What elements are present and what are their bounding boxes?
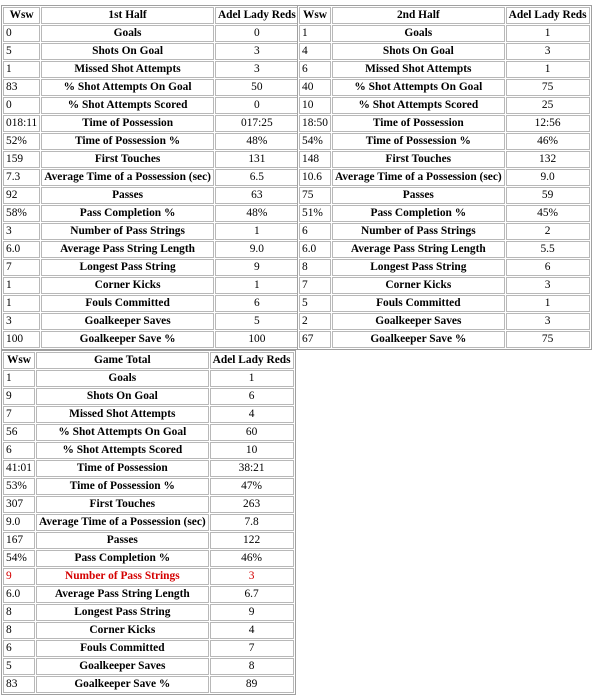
stat-label: Time of Possession (36, 460, 209, 477)
team-a-value: 67 (299, 331, 331, 348)
team-a-value: 1 (3, 370, 35, 387)
team-b-value: 2 (506, 223, 590, 240)
team-b-value: 1 (210, 370, 294, 387)
team-a-value: 6 (3, 640, 35, 657)
table-row (3, 241, 299, 258)
stat-label: Average Time of a Possession (sec) (41, 169, 214, 186)
stat-label: % Shot Attempts On Goal (41, 79, 214, 96)
table-row (299, 43, 590, 60)
stat-label: First Touches (36, 496, 209, 513)
stat-label: % Shot Attempts On Goal (36, 424, 209, 441)
team-b-value: 1 (215, 223, 299, 240)
team-b-value: 25 (506, 97, 590, 114)
team-b-value: 89 (210, 676, 294, 693)
table-row (3, 622, 294, 639)
team-a-value: 3 (3, 313, 40, 330)
team-b-value: 7 (210, 640, 294, 657)
stat-label: First Touches (41, 151, 214, 168)
stat-label: % Shot Attempts Scored (41, 97, 214, 114)
team-b-value: 263 (210, 496, 294, 513)
table-row (299, 295, 590, 312)
stat-label: Time of Possession % (36, 478, 209, 495)
team-a-value: 10.6 (299, 169, 331, 186)
team-b-value: 9 (210, 604, 294, 621)
team-a-value: 159 (3, 151, 40, 168)
stat-label: Pass Completion % (332, 205, 505, 222)
table-row (3, 97, 299, 114)
table-row (3, 460, 294, 477)
stat-label: Average Time of a Possession (sec) (332, 169, 505, 186)
team-b-value: 3 (506, 43, 590, 60)
stat-label: Time of Possession % (41, 133, 214, 150)
team-b-value: 1 (506, 25, 590, 42)
team-b-value: 48% (215, 205, 299, 222)
stat-label: Missed Shot Attempts (36, 406, 209, 423)
table-row (299, 79, 590, 96)
team-a-value: 5 (3, 658, 35, 675)
stat-label: % Shot Attempts Scored (332, 97, 505, 114)
stat-label: Number of Pass Strings (36, 568, 209, 585)
stat-label: Average Time of a Possession (sec) (36, 514, 209, 531)
period-header: 2nd Half (332, 7, 505, 24)
team-a-value: 018:11 (3, 115, 40, 132)
first-half-stats-table (1, 5, 301, 350)
team-a-value: 83 (3, 79, 40, 96)
table-row (299, 151, 590, 168)
team-a-value: 58% (3, 205, 40, 222)
table-row (3, 151, 299, 168)
stat-label: Longest Pass String (41, 259, 214, 276)
team-a-value: 1 (3, 295, 40, 312)
team-a-value: 8 (3, 622, 35, 639)
team-b-value: 6 (215, 295, 299, 312)
table-row (299, 169, 590, 186)
table-row (299, 223, 590, 240)
table-row (299, 241, 590, 258)
table-row (3, 169, 299, 186)
team-a-value: 148 (299, 151, 331, 168)
table-row (3, 658, 294, 675)
team-b-value: 6 (210, 388, 294, 405)
table-row (299, 277, 590, 294)
table-row (3, 43, 299, 60)
team-b-value: 132 (506, 151, 590, 168)
table-row (3, 424, 294, 441)
team-b-value: 1 (506, 295, 590, 312)
team-b-value: 1 (215, 277, 299, 294)
team-b-value: 10 (210, 442, 294, 459)
stat-label: Time of Possession % (332, 133, 505, 150)
table-row (3, 259, 299, 276)
stat-label: Corner Kicks (332, 277, 505, 294)
team-a-value: 41:01 (3, 460, 35, 477)
team-a-value: 54% (3, 550, 35, 567)
team-b-value: 46% (210, 550, 294, 567)
team-b-value: 9.0 (506, 169, 590, 186)
table-row (3, 61, 299, 78)
team-a-value: 100 (3, 331, 40, 348)
stat-label: Fouls Committed (36, 640, 209, 657)
team-a-value: 6.0 (3, 586, 35, 603)
team-b-value: 3 (215, 61, 299, 78)
team-b-value: 8 (210, 658, 294, 675)
team-b-value: 59 (506, 187, 590, 204)
team-b-value: 7.8 (210, 514, 294, 531)
team-a-value: 1 (299, 25, 331, 42)
stat-label: Corner Kicks (36, 622, 209, 639)
stat-label: Average Pass String Length (36, 586, 209, 603)
team-b-value: 5 (215, 313, 299, 330)
table-row (299, 97, 590, 114)
team-a-value: 5 (299, 295, 331, 312)
table-row (3, 514, 294, 531)
table-row (3, 640, 294, 657)
team-a-value: 7 (3, 406, 35, 423)
stat-label: Shots On Goal (36, 388, 209, 405)
stat-label: Goalkeeper Saves (332, 313, 505, 330)
stat-label: Goals (332, 25, 505, 42)
team-b-value: 60 (210, 424, 294, 441)
team-a-value: 51% (299, 205, 331, 222)
team-b-value: 75 (506, 331, 590, 348)
table-row (3, 370, 294, 387)
stat-label: Goalkeeper Saves (41, 313, 214, 330)
team-b-value: 47% (210, 478, 294, 495)
stat-label: Average Pass String Length (41, 241, 214, 258)
table-header-row (3, 7, 299, 24)
team-a-value: 2 (299, 313, 331, 330)
table-row (299, 61, 590, 78)
table-header-row (3, 352, 294, 369)
table-row (3, 388, 294, 405)
team-b-value: 3 (506, 313, 590, 330)
table-row (299, 313, 590, 330)
team-a-value: 7.3 (3, 169, 40, 186)
table-row (3, 676, 294, 693)
table-row (299, 115, 590, 132)
team-b-value: 131 (215, 151, 299, 168)
stat-label: Passes (36, 532, 209, 549)
table-row (3, 550, 294, 567)
team-a-value: 1 (3, 277, 40, 294)
table-row (299, 133, 590, 150)
team-b-header: Adel Lady Reds (506, 7, 590, 24)
stat-label: % Shot Attempts Scored (36, 442, 209, 459)
team-a-value: 56 (3, 424, 35, 441)
stat-label: % Shot Attempts On Goal (332, 79, 505, 96)
team-b-value: 46% (506, 133, 590, 150)
team-a-value: 92 (3, 187, 40, 204)
team-b-value: 100 (215, 331, 299, 348)
stat-label: Time of Possession (41, 115, 214, 132)
table-row (3, 25, 299, 42)
table-row (3, 187, 299, 204)
stat-label: Goalkeeper Saves (36, 658, 209, 675)
stat-label: First Touches (332, 151, 505, 168)
table-row (3, 532, 294, 549)
table-row (3, 79, 299, 96)
table-row (3, 568, 294, 585)
team-b-value: 9.0 (215, 241, 299, 258)
table-row (3, 313, 299, 330)
team-b-value: 50 (215, 79, 299, 96)
stat-label: Goalkeeper Save % (41, 331, 214, 348)
team-a-value: 7 (299, 277, 331, 294)
team-b-value: 9 (215, 259, 299, 276)
team-a-header: Wsw (299, 7, 331, 24)
table-row (299, 259, 590, 276)
stat-label: Number of Pass Strings (332, 223, 505, 240)
stat-label: Corner Kicks (41, 277, 214, 294)
table-row (3, 133, 299, 150)
team-a-value: 6 (299, 61, 331, 78)
table-row (3, 295, 299, 312)
stat-label: Pass Completion % (36, 550, 209, 567)
team-a-value: 9 (3, 388, 35, 405)
team-a-value: 54% (299, 133, 331, 150)
team-a-value: 3 (3, 223, 40, 240)
stat-label: Missed Shot Attempts (332, 61, 505, 78)
team-a-value: 53% (3, 478, 35, 495)
stat-label: Fouls Committed (41, 295, 214, 312)
stat-label: Pass Completion % (41, 205, 214, 222)
team-b-value: 6.7 (210, 586, 294, 603)
table-row (3, 205, 299, 222)
stat-label: Goalkeeper Save % (36, 676, 209, 693)
team-b-value: 48% (215, 133, 299, 150)
team-a-value: 7 (3, 259, 40, 276)
table-row (299, 25, 590, 42)
team-a-value: 307 (3, 496, 35, 513)
period-header: Game Total (36, 352, 209, 369)
team-b-value: 3 (215, 43, 299, 60)
table-row (3, 406, 294, 423)
team-b-value: 0 (215, 97, 299, 114)
team-a-header: Wsw (3, 7, 40, 24)
team-a-value: 6.0 (3, 241, 40, 258)
table-row (299, 331, 590, 348)
team-a-value: 6 (3, 442, 35, 459)
team-a-value: 8 (3, 604, 35, 621)
stat-label: Fouls Committed (332, 295, 505, 312)
table-row (3, 115, 299, 132)
stat-label: Goalkeeper Save % (332, 331, 505, 348)
team-b-header: Adel Lady Reds (210, 352, 294, 369)
stat-label: Goals (36, 370, 209, 387)
table-row (3, 277, 299, 294)
team-b-value: 6 (506, 259, 590, 276)
team-b-value: 45% (506, 205, 590, 222)
team-b-value: 4 (210, 406, 294, 423)
stat-label: Shots On Goal (41, 43, 214, 60)
team-a-value: 40 (299, 79, 331, 96)
team-b-value: 1 (506, 61, 590, 78)
team-a-value: 6 (299, 223, 331, 240)
team-b-value: 122 (210, 532, 294, 549)
team-b-value: 6.5 (215, 169, 299, 186)
table-row (3, 223, 299, 240)
team-a-value: 8 (299, 259, 331, 276)
team-b-value: 12:56 (506, 115, 590, 132)
team-b-value: 75 (506, 79, 590, 96)
team-a-value: 9 (3, 568, 35, 585)
stat-label: Longest Pass String (36, 604, 209, 621)
period-header: 1st Half (41, 7, 214, 24)
stat-label: Number of Pass Strings (41, 223, 214, 240)
team-a-value: 9.0 (3, 514, 35, 531)
stat-label: Longest Pass String (332, 259, 505, 276)
team-b-value: 4 (210, 622, 294, 639)
team-a-value: 6.0 (299, 241, 331, 258)
team-a-value: 75 (299, 187, 331, 204)
table-row (3, 496, 294, 513)
stat-label: Time of Possession (332, 115, 505, 132)
stat-label: Passes (332, 187, 505, 204)
table-row (3, 331, 299, 348)
team-a-value: 1 (3, 61, 40, 78)
team-a-value: 4 (299, 43, 331, 60)
team-b-header: Adel Lady Reds (215, 7, 299, 24)
table-row (3, 586, 294, 603)
stat-label: Shots On Goal (332, 43, 505, 60)
team-b-value: 017:25 (215, 115, 299, 132)
team-a-header: Wsw (3, 352, 35, 369)
table-row (299, 187, 590, 204)
stat-label: Missed Shot Attempts (41, 61, 214, 78)
team-a-value: 5 (3, 43, 40, 60)
table-row (3, 604, 294, 621)
table-row (3, 442, 294, 459)
team-a-value: 0 (3, 97, 40, 114)
stat-label: Average Pass String Length (332, 241, 505, 258)
team-a-value: 52% (3, 133, 40, 150)
team-a-value: 0 (3, 25, 40, 42)
team-b-value: 3 (210, 568, 294, 585)
team-b-value: 3 (506, 277, 590, 294)
team-b-value: 38:21 (210, 460, 294, 477)
team-b-value: 0 (215, 25, 299, 42)
table-row (299, 205, 590, 222)
stat-label: Goals (41, 25, 214, 42)
team-a-value: 10 (299, 97, 331, 114)
team-b-value: 63 (215, 187, 299, 204)
team-a-value: 83 (3, 676, 35, 693)
team-a-value: 18:50 (299, 115, 331, 132)
team-b-value: 5.5 (506, 241, 590, 258)
table-header-row (299, 7, 590, 24)
stat-label: Passes (41, 187, 214, 204)
second-half-stats-table (297, 5, 592, 350)
team-a-value: 167 (3, 532, 35, 549)
game-total-stats-table (1, 350, 296, 695)
table-row (3, 478, 294, 495)
